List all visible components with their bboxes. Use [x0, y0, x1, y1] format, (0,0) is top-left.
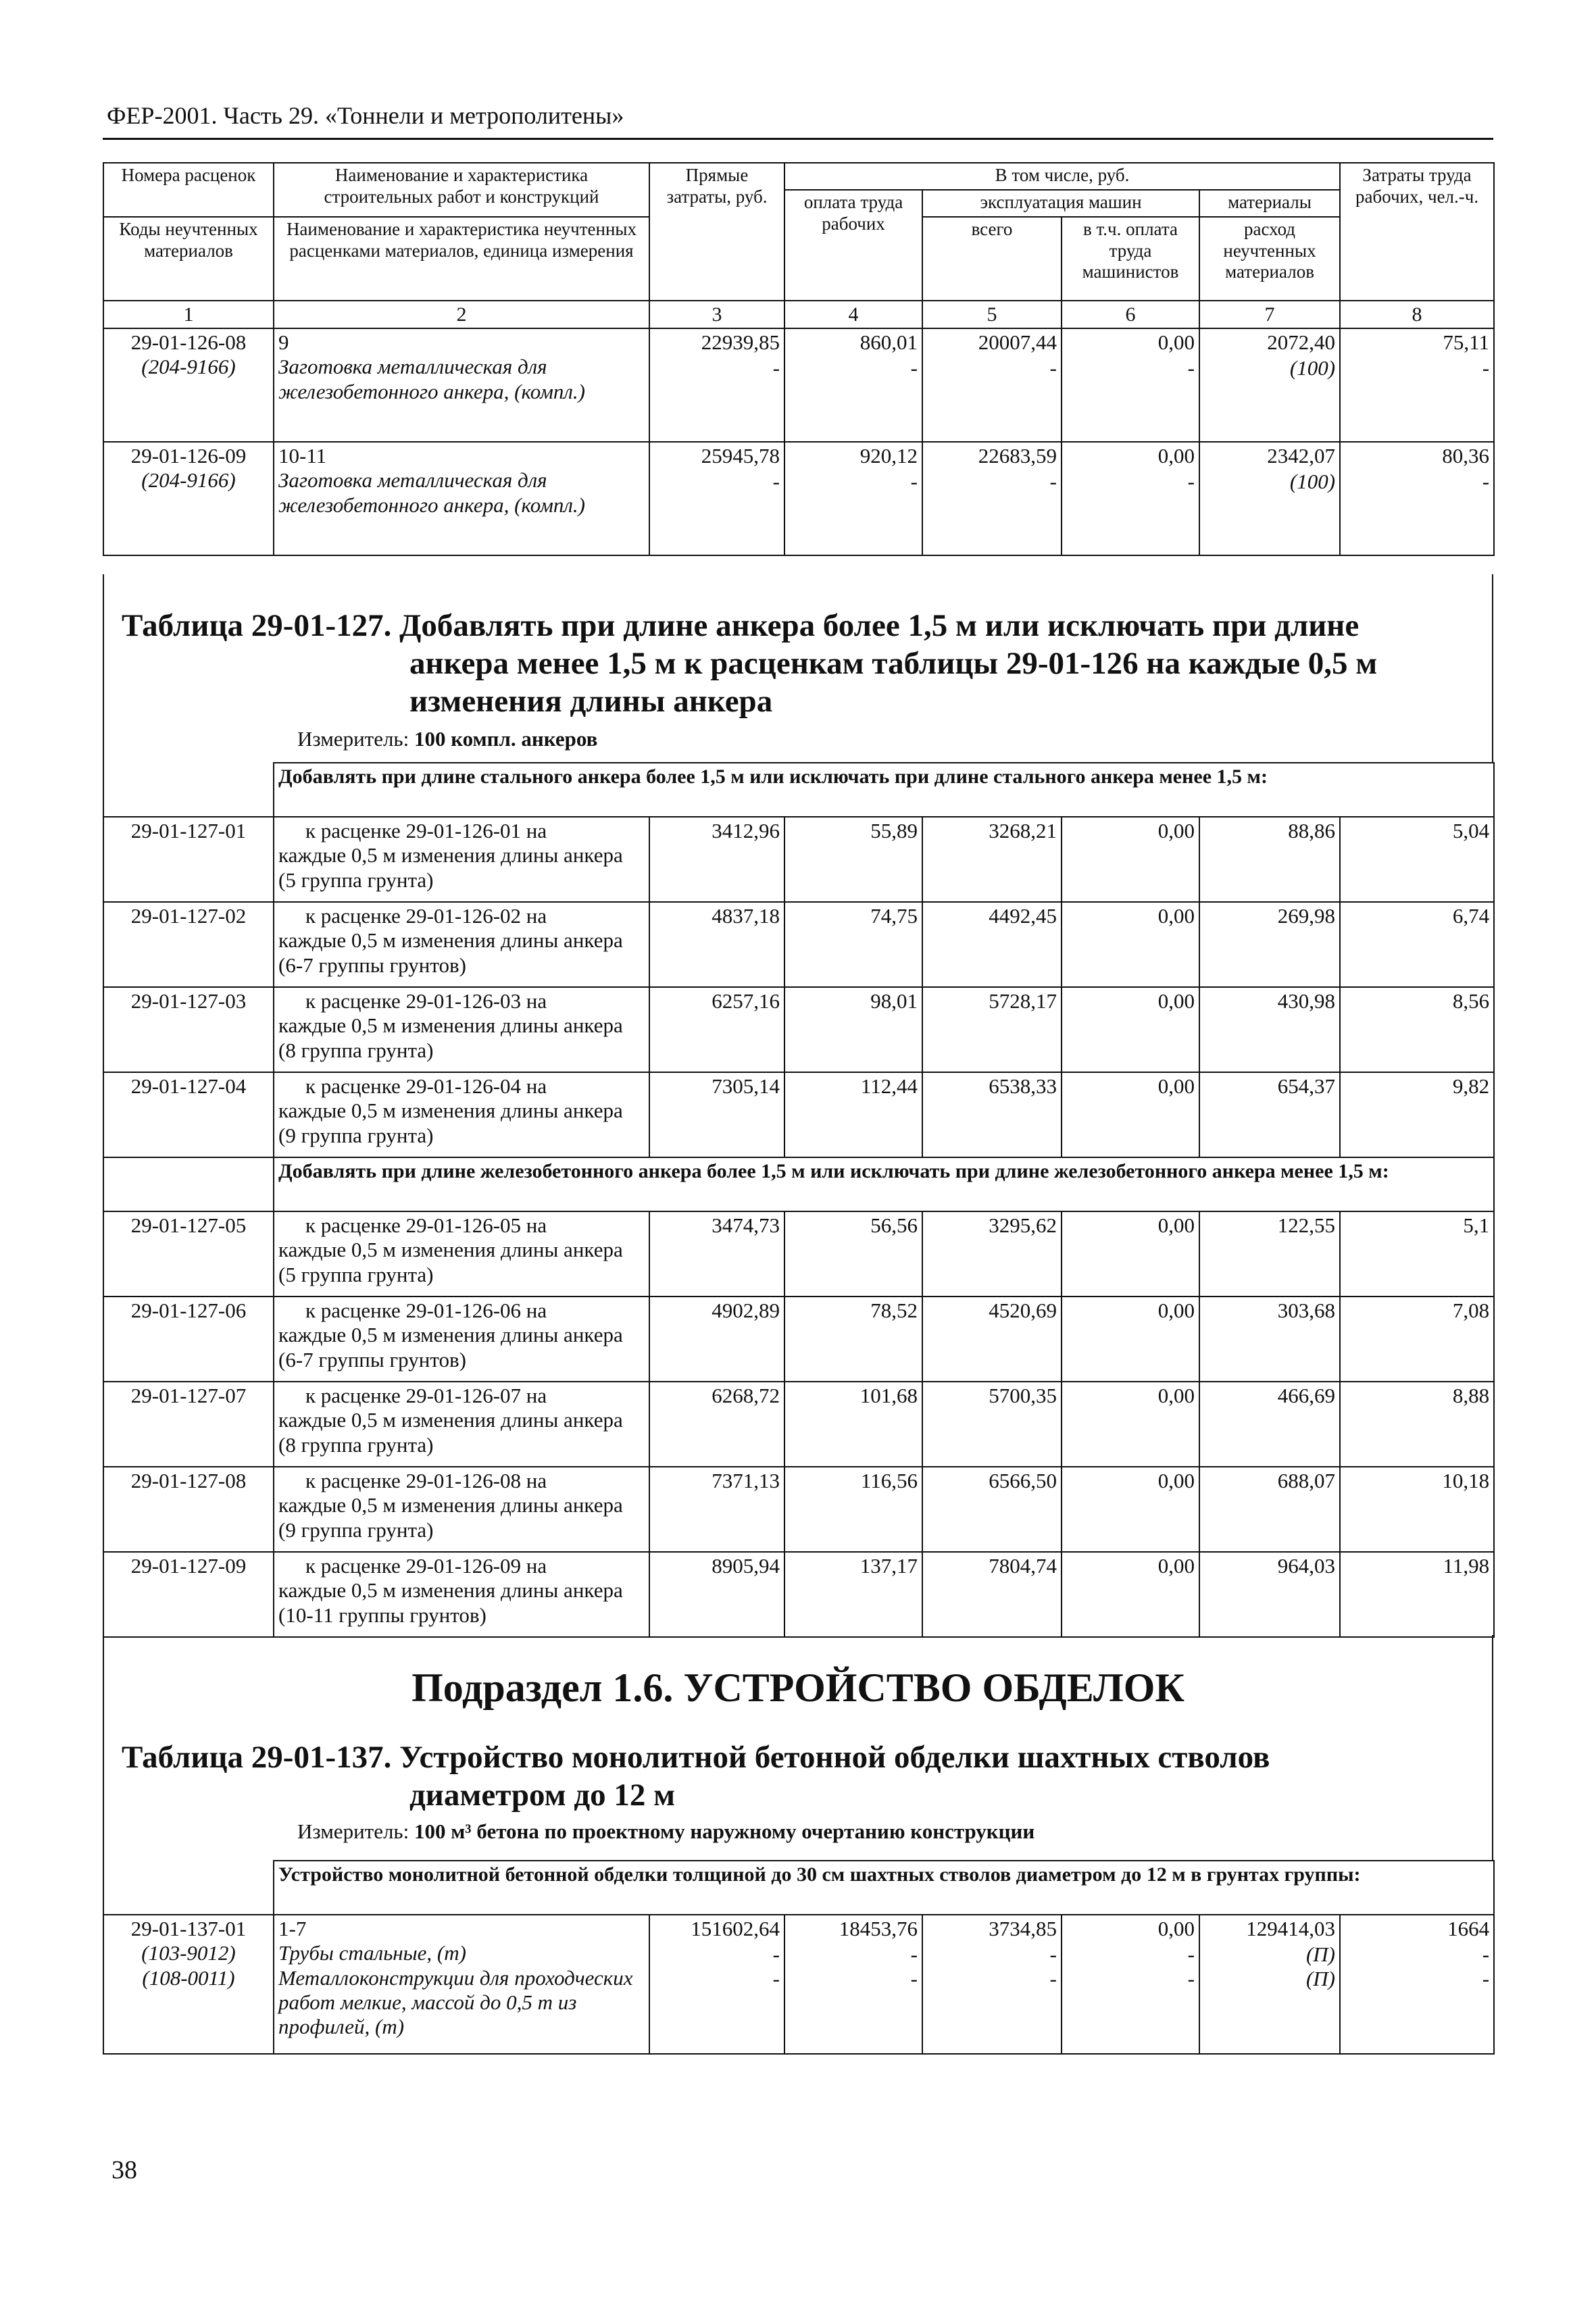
direct-cost: 4902,89	[649, 1297, 784, 1382]
table-137-title: Таблица 29-01-137. Устройство монолитной бетонной обделки шахтных стволов диаметром до 12 м	[122, 1740, 1270, 1813]
material-consumption: (100)	[1289, 356, 1336, 380]
materials-cost: 654,37	[1199, 1072, 1340, 1157]
labor-hours: 8,88	[1340, 1382, 1494, 1467]
material-consumption: (100)	[1289, 470, 1336, 494]
page-number: 38	[111, 2156, 137, 2184]
rate-code: 29-01-127-08	[103, 1467, 274, 1552]
materials-cost: 2342,07	[1267, 444, 1336, 468]
labor-pay: 137,17	[784, 1552, 922, 1637]
table-row	[103, 987, 1494, 1072]
materials-cost: 2072,40	[1267, 330, 1336, 355]
rate-description: каждые 0,5 м изменения длины анкера (6-7 группы грунтов)	[278, 1323, 623, 1372]
labor-pay: 74,75	[784, 902, 922, 987]
labor-pay: 112,44	[784, 1072, 922, 1157]
machinists-pay: 0,00	[1157, 330, 1195, 355]
table-row	[103, 902, 1494, 987]
table-row	[103, 1915, 1494, 2054]
labor-pay: 98,01	[784, 987, 922, 1072]
machinists-pay: 0,00	[1062, 1382, 1199, 1467]
column-number: 6	[1062, 301, 1199, 328]
column-number: 1	[103, 301, 274, 328]
rate-code: 29-01-126-08	[130, 330, 247, 355]
rates-table-127	[103, 762, 1495, 1638]
header-machines-total: всего	[922, 217, 1062, 301]
rate-reference: к расценке 29-01-126-06 на	[305, 1299, 547, 1322]
dash: -	[772, 1967, 780, 1991]
rate-code: 29-01-127-04	[103, 1072, 274, 1157]
machinists-pay: 0,00	[1157, 1917, 1195, 1940]
labor-pay: 55,89	[784, 817, 922, 902]
table-127-title: Таблица 29-01-127. Добавлять при длине анкера более 1,5 м или исключать при длине анкера менее 1,5 м к расценкам таблицы 29-01-126 на каждые 0,5 м изменения длины анкера	[122, 608, 1378, 719]
materials-cost: 88,86	[1199, 817, 1340, 902]
header-rate-numbers: Номера расценок	[103, 163, 274, 217]
rate-reference: к расценке 29-01-126-08 на	[305, 1469, 547, 1492]
dash: -	[910, 1942, 918, 1966]
dash: -	[1049, 1967, 1057, 1991]
dash: -	[772, 356, 780, 380]
group-shaft-lining: Устройство монолитной бетонной обделки толщиной до 30 см шахтных стволов диаметром до 12 м в грунтах группы:	[274, 1861, 1494, 1915]
labor-hours: 5,1	[1340, 1211, 1494, 1297]
machines-total: 5700,35	[922, 1382, 1062, 1467]
header-work-name: Наименование и характеристика строительных работ и конструкций	[274, 163, 649, 217]
direct-cost: 22939,85	[701, 330, 780, 355]
machines-total: 6566,50	[922, 1467, 1062, 1552]
rate-code: 29-01-127-03	[103, 987, 274, 1072]
rate-description: каждые 0,5 м изменения длины анкера (8 группа грунта)	[278, 1408, 623, 1457]
direct-cost: 3474,73	[649, 1211, 784, 1297]
rate-name: 1-7	[278, 1917, 307, 1940]
material-consumption: (П)	[1305, 1942, 1335, 1966]
labor-hours: 75,11	[1443, 330, 1490, 355]
header-machinists-pay: в т.ч. оплата труда машинистов	[1062, 217, 1199, 301]
dash: -	[772, 470, 780, 494]
material-name: Заготовка металлическая для железобетонного анкера, (компл.)	[278, 355, 585, 403]
rate-reference: к расценке 29-01-126-04 на	[305, 1074, 547, 1098]
machines-total: 4520,69	[922, 1297, 1062, 1382]
header-material-name: Наименование и характеристика неучтенных расценками материалов, единица измерения	[274, 217, 649, 301]
rate-description: каждые 0,5 м изменения длины анкера (9 группа грунта)	[278, 1099, 623, 1147]
dash: -	[910, 470, 918, 494]
dash: -	[1187, 1942, 1195, 1966]
labor-pay: 101,68	[784, 1382, 922, 1467]
table-row	[103, 1382, 1494, 1467]
machinists-pay: 0,00	[1062, 1467, 1199, 1552]
material-name: Металлоконструкции для проходческих работ мелкие, массой до 0,5 т из профилей, (т)	[278, 1965, 633, 2039]
direct-cost: 6257,16	[649, 987, 784, 1072]
machines-total: 6538,33	[922, 1072, 1062, 1157]
rate-reference: к расценке 29-01-126-09 на	[305, 1554, 547, 1578]
labor-pay: 18453,76	[839, 1917, 918, 1940]
table-row	[103, 1072, 1494, 1157]
material-consumption: (П)	[1305, 1967, 1335, 1991]
rates-table-126	[103, 162, 1495, 556]
labor-pay: 920,12	[859, 444, 918, 468]
machinists-pay: 0,00	[1062, 987, 1199, 1072]
rate-description: каждые 0,5 м изменения длины анкера (8 группа грунта)	[278, 1013, 623, 1062]
material-code: (108-0011)	[142, 1965, 235, 1990]
labor-pay: 56,56	[784, 1211, 922, 1297]
dash: -	[1187, 1967, 1195, 1991]
dash: -	[1187, 356, 1195, 380]
rate-code: 29-01-127-05	[103, 1211, 274, 1297]
labor-hours: 8,56	[1340, 987, 1494, 1072]
machines-total: 3734,85	[989, 1917, 1057, 1940]
header-material-codes: Коды неучтенных материалов	[103, 217, 274, 301]
rate-code: 29-01-127-09	[103, 1552, 274, 1637]
materials-cost: 466,69	[1199, 1382, 1340, 1467]
direct-cost: 151602,64	[691, 1917, 780, 1940]
group-steel-anchor: Добавлять при длине стального анкера более 1,5 м или исключать при длине стального анкера менее 1,5 м:	[274, 763, 1494, 817]
rate-code: 29-01-127-01	[103, 817, 274, 902]
dash: -	[1049, 356, 1057, 380]
material-name: Трубы стальные, (т)	[278, 1941, 466, 1965]
column-number: 2	[274, 301, 649, 328]
rate-code: 29-01-127-02	[103, 902, 274, 987]
table-137-meter: Измеритель: 100 м³ бетона по проектному наружному очертанию конструкции	[297, 1819, 1035, 1843]
rate-code: 29-01-137-01	[130, 1917, 247, 1940]
header-materials: материалы	[1199, 190, 1340, 217]
material-code: (204-9166)	[141, 468, 236, 493]
machines-total: 20007,44	[978, 330, 1057, 355]
labor-pay: 860,01	[859, 330, 918, 355]
labor-hours: 9,82	[1340, 1072, 1494, 1157]
header-machines: эксплуатация машин	[922, 190, 1199, 217]
subsection-and-table-137-heading	[103, 1635, 1493, 1861]
dash: -	[1482, 1967, 1490, 1991]
materials-cost: 688,07	[1199, 1467, 1340, 1552]
rate-description: каждые 0,5 м изменения длины анкера (10-11 группы грунтов)	[278, 1578, 623, 1627]
direct-cost: 4837,18	[649, 902, 784, 987]
materials-cost: 122,55	[1199, 1211, 1340, 1297]
rate-description: каждые 0,5 м изменения длины анкера (5 группа грунта)	[278, 1238, 623, 1286]
dash: -	[1049, 470, 1057, 494]
column-number: 4	[784, 301, 922, 328]
column-number: 7	[1199, 301, 1340, 328]
dash: -	[910, 356, 918, 380]
rate-code: 29-01-126-09	[130, 444, 247, 468]
table-127-meter: Измеритель: 100 компл. анкеров	[297, 727, 598, 751]
labor-hours: 5,04	[1340, 817, 1494, 902]
column-number: 8	[1340, 301, 1494, 328]
direct-cost: 6268,72	[649, 1382, 784, 1467]
table-row	[103, 1211, 1494, 1297]
dash: -	[910, 1967, 918, 1991]
page-header: ФЕР-2001. Часть 29. «Тоннели и метрополитены»	[107, 102, 624, 129]
rate-code: 29-01-127-07	[103, 1382, 274, 1467]
machines-total: 3268,21	[922, 817, 1062, 902]
column-number: 5	[922, 301, 1062, 328]
materials-cost: 964,03	[1199, 1552, 1340, 1637]
machines-total: 3295,62	[922, 1211, 1062, 1297]
rate-description: каждые 0,5 м изменения длины анкера (6-7 группы грунтов)	[278, 928, 623, 977]
rate-reference: к расценке 29-01-126-07 на	[305, 1384, 547, 1407]
labor-pay: 78,52	[784, 1297, 922, 1382]
machinists-pay: 0,00	[1062, 1072, 1199, 1157]
dash: -	[1482, 1942, 1490, 1966]
subsection-title: Подраздел 1.6. УСТРОЙСТВО ОБДЕЛОК	[412, 1665, 1184, 1710]
dash: -	[1049, 1942, 1057, 1966]
header-direct-costs: Прямые затраты, руб.	[649, 163, 784, 301]
materials-cost: 269,98	[1199, 902, 1340, 987]
machines-total: 5728,17	[922, 987, 1062, 1072]
material-code: (204-9166)	[141, 355, 236, 379]
dash: -	[772, 1942, 780, 1966]
machinists-pay: 0,00	[1157, 444, 1195, 468]
table-row	[103, 1552, 1494, 1637]
header-rule	[103, 138, 1493, 140]
rate-reference: к расценке 29-01-126-05 на	[305, 1213, 547, 1237]
machines-total: 4492,45	[922, 902, 1062, 987]
dash: -	[1187, 470, 1195, 494]
machinists-pay: 0,00	[1062, 817, 1199, 902]
labor-hours: 80,36	[1442, 444, 1490, 468]
header-materials-unaccounted: расход неучтенных материалов	[1199, 217, 1340, 301]
rate-reference: к расценке 29-01-126-02 на	[305, 904, 547, 928]
direct-cost: 8905,94	[649, 1552, 784, 1637]
header-labor-cost: Затраты труда рабочих, чел.-ч.	[1340, 163, 1494, 301]
rate-name: 9	[278, 330, 289, 355]
rate-name: 10-11	[278, 444, 327, 468]
header-including: В том числе, руб.	[784, 163, 1340, 190]
rate-code: 29-01-127-06	[103, 1297, 274, 1382]
table-row	[103, 328, 1494, 442]
direct-cost: 7371,13	[649, 1467, 784, 1552]
labor-hours: 10,18	[1340, 1467, 1494, 1552]
materials-cost: 430,98	[1199, 987, 1340, 1072]
header-labor-pay: оплата труда рабочих	[784, 190, 922, 301]
rates-table-137	[103, 1860, 1495, 2055]
labor-hours: 11,98	[1340, 1552, 1494, 1637]
dash: -	[1482, 470, 1490, 494]
labor-hours: 7,08	[1340, 1297, 1494, 1382]
direct-cost: 7305,14	[649, 1072, 784, 1157]
materials-cost: 303,68	[1199, 1297, 1340, 1382]
group-concrete-anchor: Добавлять при длине железобетонного анкера более 1,5 м или исключать при длине железобетонного анкера менее 1,5 м:	[274, 1157, 1494, 1211]
material-name: Заготовка металлическая для железобетонного анкера, (компл.)	[278, 468, 585, 517]
rate-description: каждые 0,5 м изменения длины анкера (9 группа грунта)	[278, 1493, 623, 1542]
machinists-pay: 0,00	[1062, 902, 1199, 987]
materials-cost: 129414,03	[1246, 1917, 1335, 1940]
direct-cost: 25945,78	[701, 444, 780, 468]
column-number: 3	[649, 301, 784, 328]
machinists-pay: 0,00	[1062, 1297, 1199, 1382]
table-row	[103, 1297, 1494, 1382]
table-127-heading	[103, 574, 1493, 763]
dash: -	[1482, 356, 1490, 380]
material-code: (103-9012)	[141, 1941, 236, 1965]
direct-cost: 3412,96	[649, 817, 784, 902]
machines-total: 22683,59	[978, 444, 1057, 468]
labor-hours: 1664	[1447, 1917, 1490, 1940]
rate-reference: к расценке 29-01-126-03 на	[305, 989, 547, 1013]
table-row	[103, 1467, 1494, 1552]
rate-description: каждые 0,5 м изменения длины анкера (5 группа грунта)	[278, 843, 623, 892]
table-row	[103, 442, 1494, 555]
machinists-pay: 0,00	[1062, 1552, 1199, 1637]
labor-pay: 116,56	[784, 1467, 922, 1552]
labor-hours: 6,74	[1340, 902, 1494, 987]
table-row	[103, 817, 1494, 902]
machinists-pay: 0,00	[1062, 1211, 1199, 1297]
machines-total: 7804,74	[922, 1552, 1062, 1637]
rate-reference: к расценке 29-01-126-01 на	[305, 819, 547, 842]
